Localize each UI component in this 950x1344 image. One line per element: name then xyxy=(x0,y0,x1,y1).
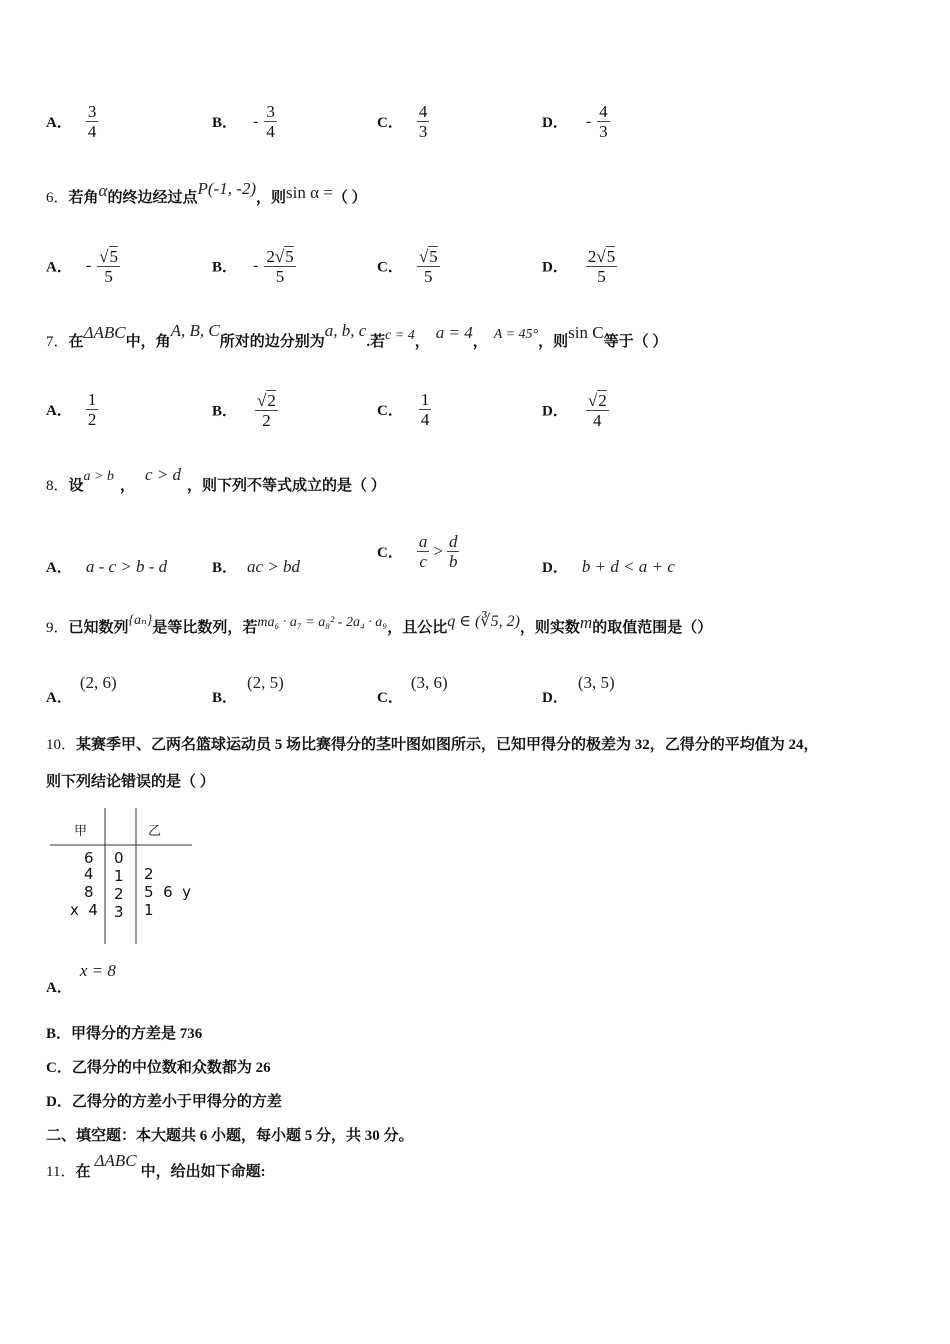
q10-option-c: C．乙得分的中位数和众数都为 26 xyxy=(46,1060,271,1076)
left-leaf: x 4 xyxy=(70,901,98,919)
q10-option-a: A．x = 8 xyxy=(46,961,116,996)
fraction: $\frac{a}{c}$ xyxy=(418,532,428,571)
left-leaf: 4 xyxy=(84,865,94,883)
q8-option-b: B． ac > bd xyxy=(212,557,301,576)
question-6: 6．若角α的终边经过点P(-1, -2)，则sin α =（ ） xyxy=(46,179,367,206)
fraction: $\frac{4}{3}$ xyxy=(418,102,428,141)
q7-option-d: D． $\frac{√2}{4}$ xyxy=(542,391,607,430)
fraction: $\frac{2√5}{5}$ xyxy=(266,247,294,286)
q8-option-c: C． $\frac{a}{c}$ > $\frac{d}{b}$ xyxy=(377,532,458,571)
q8-option-d: D． b + d < a + c xyxy=(542,557,675,576)
q6-option-a: A． - $\frac{√5}{5}$ xyxy=(46,247,119,286)
section-heading: 二、填空题：本大题共 6 小题，每小题 5 分，共 30 分。 xyxy=(46,1128,414,1144)
q9-option-a: A．(2, 6) xyxy=(46,673,117,706)
q6-option-c: C． $\frac{√5}{5}$ xyxy=(377,247,438,286)
q5-option-d: D． - $\frac{4}{3}$ xyxy=(542,102,608,141)
left-leaf: 6 xyxy=(84,849,94,867)
fraction: $\frac{1}{2}$ xyxy=(87,390,97,429)
fraction: $\frac{√5}{5}$ xyxy=(99,247,119,286)
fraction: $\frac{3}{4}$ xyxy=(266,102,275,141)
left-leaf: 8 xyxy=(84,883,94,901)
q9-option-c: C．(3, 6) xyxy=(377,673,448,706)
q9-option-b: B．(2, 5) xyxy=(212,673,284,706)
stem-leaf-plot xyxy=(50,808,195,948)
fraction: $\frac{2√5}{5}$ xyxy=(587,247,616,286)
q10-option-b: B．甲得分的方差是 736 xyxy=(46,1026,203,1042)
question-8: 8．设a > b，c > d，则下列不等式成立的是（ ） xyxy=(46,465,386,494)
right-leaf: 5 6 y xyxy=(144,883,192,901)
q7-option-b: B． $\frac{√2}{2}$ xyxy=(212,391,276,430)
question-11: 11．在ΔABC中，给出如下命题: xyxy=(46,1151,266,1180)
fraction: $\frac{√2}{2}$ xyxy=(257,391,276,430)
stem-value: 2 xyxy=(114,885,124,903)
fraction: $\frac{4}{3}$ xyxy=(599,102,608,141)
q6-option-b: B． - $\frac{2√5}{5}$ xyxy=(212,247,294,286)
stem-value: 0 xyxy=(114,849,124,867)
header-right: 乙 xyxy=(148,824,162,839)
q5-option-a xyxy=(46,102,98,141)
option-label: A． xyxy=(46,115,72,131)
fraction: $\frac{d}{b}$ xyxy=(448,532,458,571)
fraction: $\frac{3}{4}$ xyxy=(87,102,97,141)
q6-option-d: D． $\frac{2√5}{5}$ xyxy=(542,247,616,286)
stem-value: 1 xyxy=(114,867,124,885)
q7-option-c: C． $\frac{1}{4}$ xyxy=(377,390,430,429)
fraction: $\frac{√5}{5}$ xyxy=(418,247,438,286)
question-7: 7．在ΔABC中，角A, B, C所对的边分别为a, b, c.若c = 4， a = 4， A = 45°，则sin C等于（ ） xyxy=(46,321,668,350)
q5-option-c: C． $\frac{4}{3}$ xyxy=(377,102,428,141)
fraction: $\frac{1}{4}$ xyxy=(420,390,430,429)
question-10: 10．某赛季甲、乙两名篮球运动员 5 场比赛得分的茎叶图如图所示，已知甲得分的极差为 32，乙得分的平均值为 24， xyxy=(46,737,819,753)
q7-option-a: A． $\frac{1}{2}$ xyxy=(46,390,97,429)
q8-option-a: A． a - c > b - d xyxy=(46,557,168,576)
right-leaf: 2 xyxy=(144,865,154,883)
fraction: $\frac{√2}{4}$ xyxy=(587,391,607,430)
q9-option-d: D．(3, 5) xyxy=(542,673,615,706)
q5-option-b: B． - $\frac{3}{4}$ xyxy=(212,102,275,141)
header-left: 甲 xyxy=(74,824,88,839)
right-leaf: 1 xyxy=(144,901,154,919)
stem-value: 3 xyxy=(114,903,124,921)
question-9: 9．已知数列{aₙ}是等比数列，若ma₆ · a₇ = a₈² - 2a₄ · a₉，且公比q ∈ (∛5, 2)，则实数m的取值范围是（） xyxy=(46,613,713,636)
question-10-line2: 则下列结论错误的是（ ） xyxy=(46,774,215,790)
q10-option-d: D．乙得分的方差小于甲得分的方差 xyxy=(46,1094,282,1110)
